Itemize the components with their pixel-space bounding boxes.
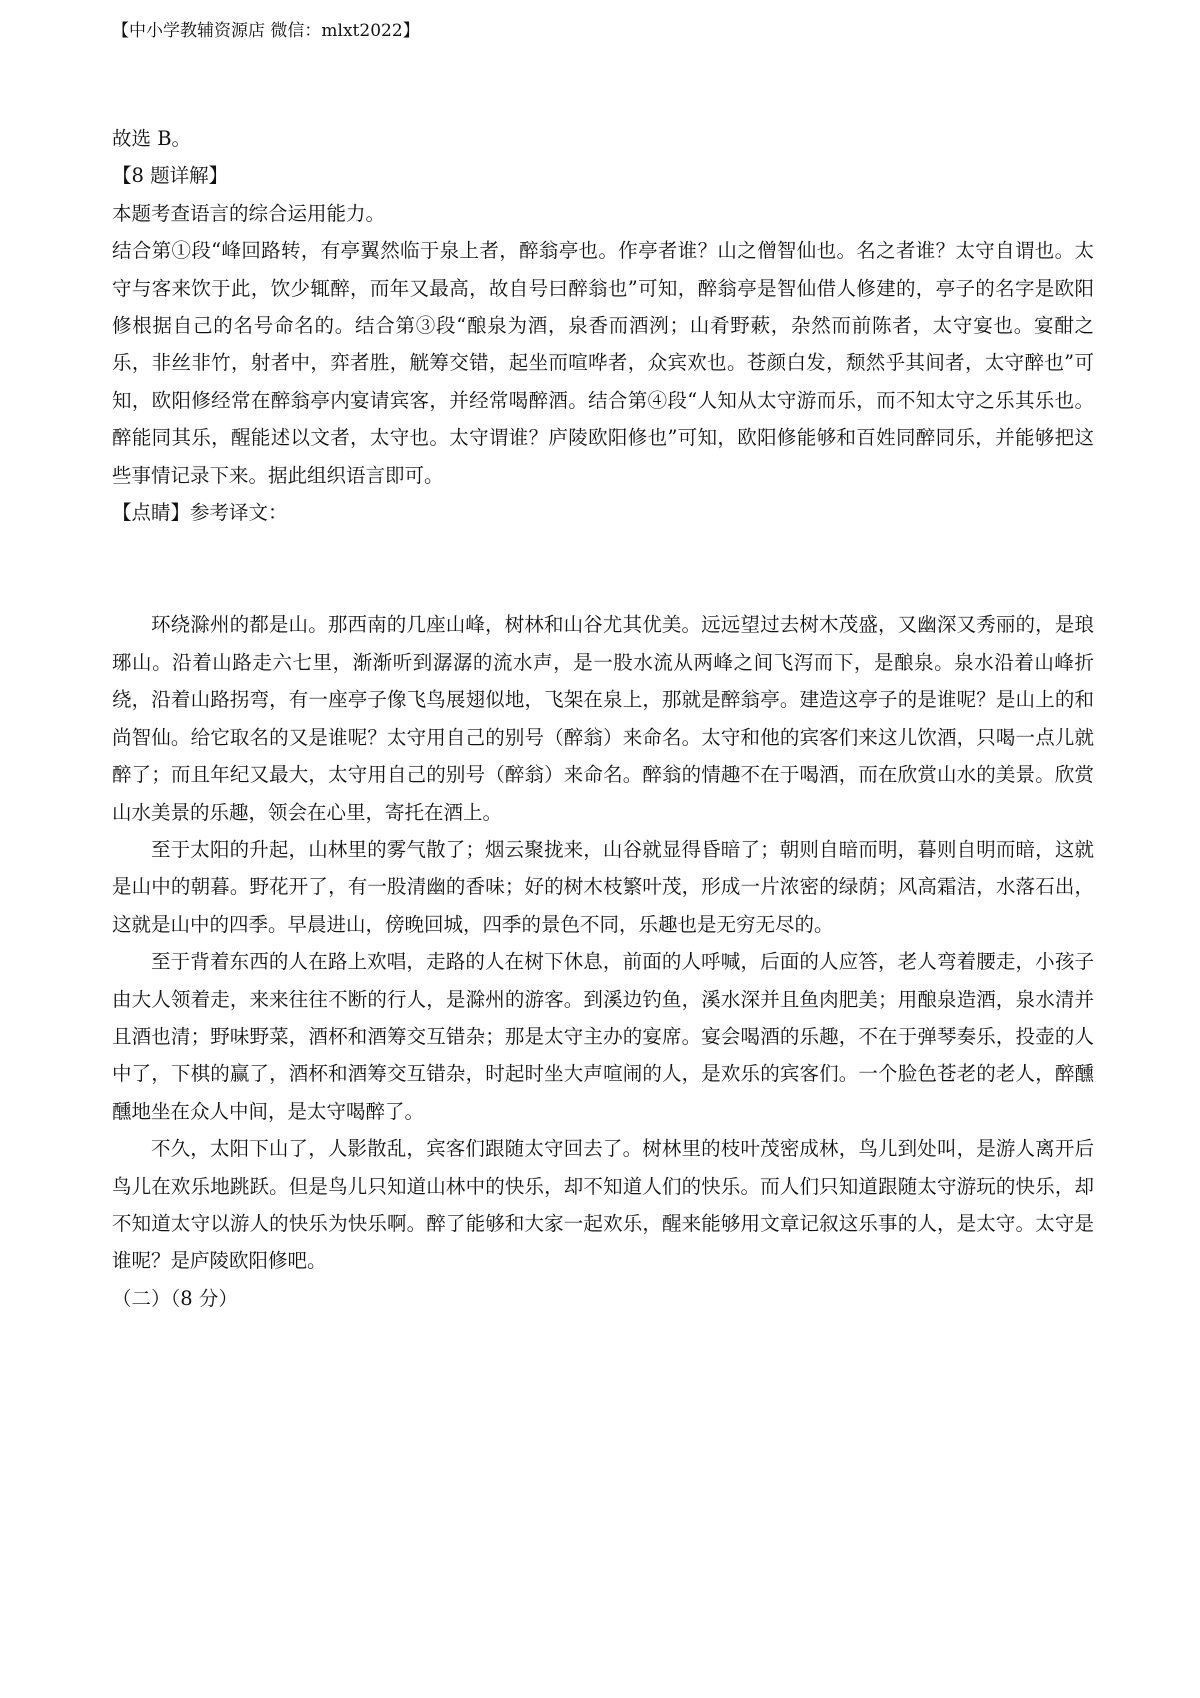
translation-paragraph-3: 至于背着东西的人在路上欢唱，走路的人在树下休息，前面的人呼喊，后面的人应答，老人弯着腰走，小孩子由大人领着走，来来往往不断的行人，是滁州的游客。到溪边钓鱼，溪水深并且鱼肉肥美；用酿泉造酒，泉水清并且酒也清；野味野菜，酒杯和酒筹交互错杂；那是太守主办的宴席。宴会喝酒的乐趣，不在于弹琴奏乐，投壶的人中了，下棋的赢了，酒杯和酒筹交互错杂，时起时坐大声喧闹的人，是欢乐的宾客们。一个脸色苍老的老人，醉醺醺地坐在众人中间，是太守喝醉了。 — [112, 950, 1094, 1123]
question-8-intro: 本题考查语言的综合运用能力。 — [112, 201, 386, 225]
question-8-heading: 【8 题详解】 — [112, 164, 229, 188]
answer-line: 故选 B。 — [112, 127, 192, 150]
translation-paragraph-1: 环绕滁州的都是山。那西南的几座山峰，树林和山谷尤其优美。远远望过去树木茂盛，又幽深又秀丽的，是琅琊山。沿着山路走六七里，渐渐听到潺潺的流水声，是一股水流从两峰之间飞泻而下，是酿泉。泉水沿着山峰折绕，沿着山路拐弯，有一座亭子像飞鸟展翅似地，飞架在泉上，那就是醉翁亭。建造这亭子的是谁呢？是山上的和尚智仙。给它取名的又是谁呢？太守用自己的别号（醉翁）来命名。太守和他的宾客们来这儿饮酒，只喝一点儿就醉了；而且年纪又最大，太守用自己的别号（醉翁）来命名。醉翁的情趣不在于喝酒，而在欣赏山水的美景。欣赏山水美景的乐趣，领会在心里，寄托在酒上。 — [112, 613, 1094, 824]
page-header-watermark: 【中小学教辅资源店 微信：mlxt2022】 — [112, 21, 420, 41]
translation-paragraph-4: 不久，太阳下山了，人影散乱，宾客们跟随太守回去了。树林里的枝叶茂密成林，鸟儿到处叫，是游人离开后鸟儿在欢乐地跳跃。但是鸟儿只知道山林中的快乐，却不知道人们的快乐。而人们只知道跟随太守游玩的快乐，却不知道太守以游人的快乐为快乐啊。醉了能够和大家一起欢乐，醒来能够用文章记叙这乐事的人，是太守。太守是谁呢？是庐陵欧阳修吧。 — [112, 1137, 1094, 1273]
document-body — [112, 120, 1094, 1317]
tip-heading: 【点睛】参考译文： — [112, 501, 288, 525]
translation-paragraph-2: 至于太阳的升起，山林里的雾气散了；烟云聚拢来，山谷就显得昏暗了；朝则自暗而明，暮则自明而暗，这就是山中的朝暮。野花开了，有一股清幽的香味；好的树木枝繁叶茂，形成一片浓密的绿荫；风高霜洁，水落石出，这就是山中的四季。早晨进山，傍晚回城，四季的景色不同，乐趣也是无穷无尽的。 — [112, 837, 1094, 936]
question-8-explanation: 结合第①段“峰回路转，有亭翼然临于泉上者，醉翁亭也。作亭者谁？山之僧智仙也。名之者谁？太守自谓也。太守与客来饮于此，饮少辄醉，而年又最高，故自号曰醉翁也”可知，醉翁亭是智仙借人修建的，亭子的名字是欧阳修根据自己的名号命名的。结合第③段“酿泉为酒，泉香而酒洌；山肴野蔌，杂然而前陈者，太守宴也。宴酣之乐，非丝非竹，射者中，弈者胜，觥筹交错，起坐而喧哗者，众宾欢也。苍颜白发，颓然乎其间者，太守醉也”可知，欧阳修经常在醉翁亭内宴请宾客，并经常喝醉酒。结合第④段“人知从太守游而乐，而不知太守之乐其乐也。醉能同其乐，醒能述以文者，太守也。太守谓谁？庐陵欧阳修也”可知，欧阳修能够和百姓同醉同乐，并能够把这些事情记录下来。据此组织语言即可。 — [112, 239, 1094, 487]
section-label: （二）（8 分） — [112, 1286, 238, 1310]
blank-gap — [112, 531, 1094, 606]
